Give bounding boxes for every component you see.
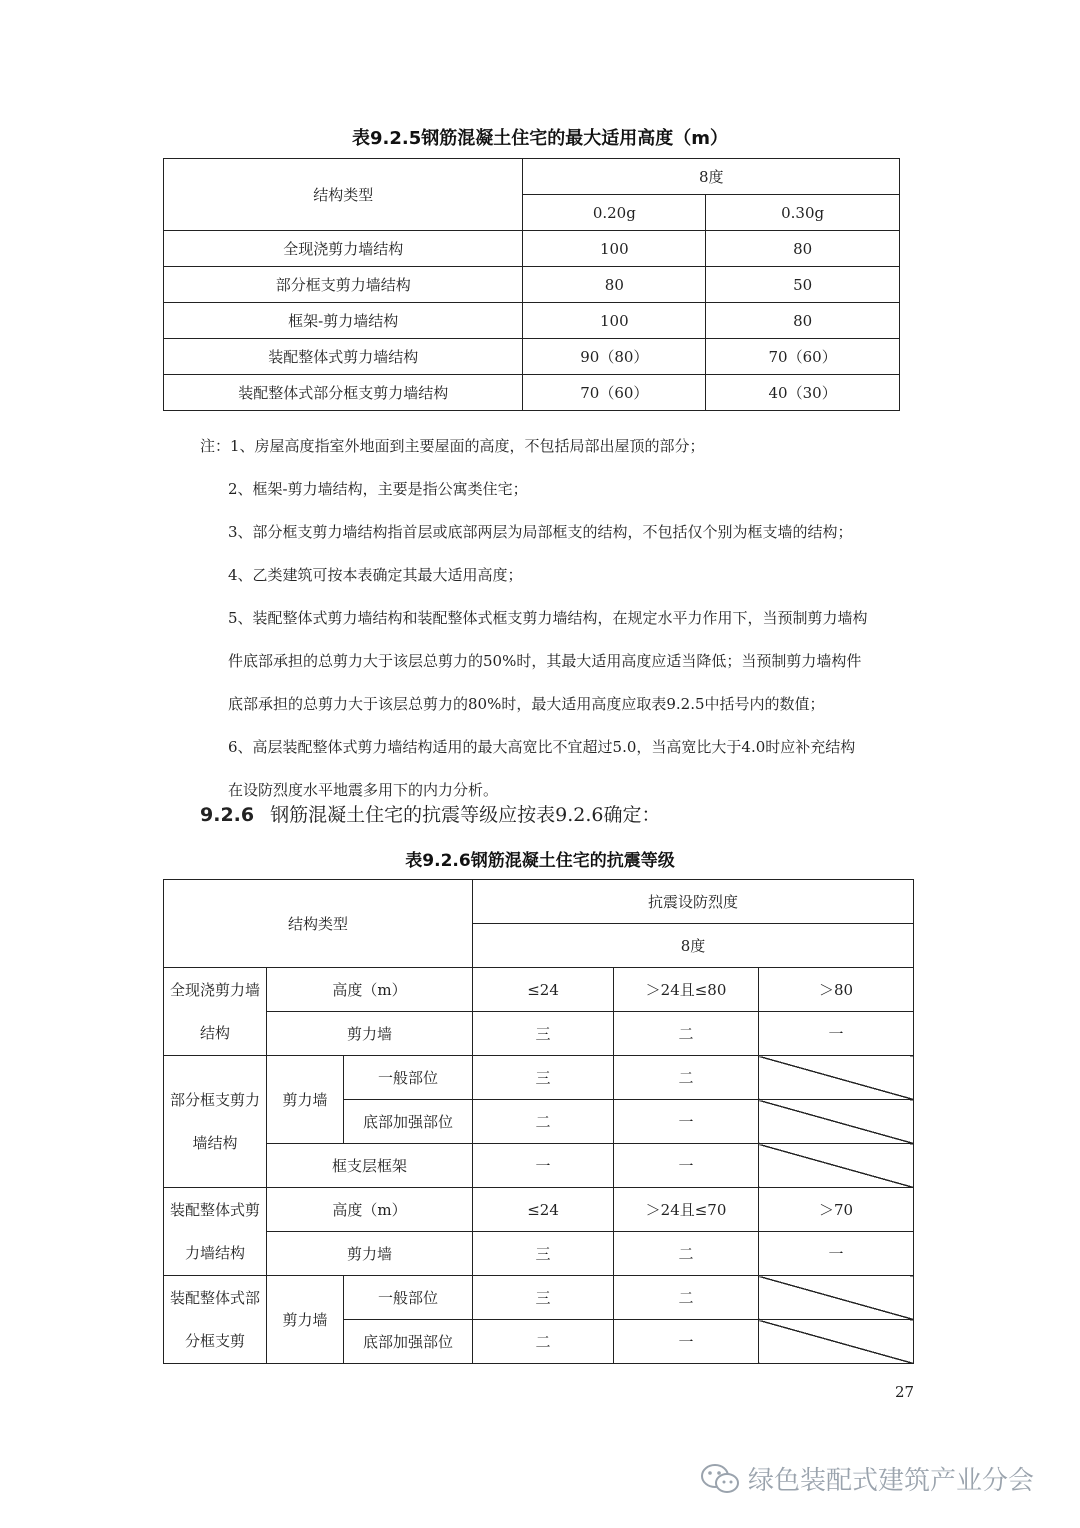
note-line: 底部承担的总剪力大于该层总剪力的80%时，最大适用高度应取表9.2.5中括号内的数值；	[228, 695, 825, 713]
t2-group-name: 装配整体式剪力墙结构	[164, 1188, 267, 1276]
t2-cell: 二	[614, 1056, 759, 1100]
section-heading	[200, 800, 660, 827]
note-line: 6、高层装配整体式剪力墙结构适用的最大高宽比不宜超过5.0，当高宽比大于4.0时应补充结构	[228, 738, 856, 756]
section-number: 9.2.6	[200, 804, 255, 826]
t2-sub-label: 框支层框架	[267, 1144, 473, 1188]
t1-cell-type: 部分框支剪力墙结构	[164, 267, 523, 303]
table-row	[164, 339, 900, 375]
t2-sub-label: 底部加强部位	[344, 1100, 473, 1144]
t2-cell: 三	[473, 1056, 614, 1100]
t2-cell: ＞24且≤80	[614, 968, 759, 1012]
t1-col1-header: 0.20g	[523, 195, 706, 231]
table-row	[164, 231, 900, 267]
page-number: 27	[895, 1383, 915, 1401]
t2-cell: 三	[473, 1276, 614, 1320]
t2-empty-diagonal	[759, 1144, 914, 1188]
table-row	[164, 1056, 914, 1100]
t1-col2-header: 0.30g	[706, 195, 900, 231]
note-line: 3、部分框支剪力墙结构指首层或底部两层为局部框支的结构，不包括仅个别为框支墙的结构；	[228, 523, 853, 541]
t1-cell-v1: 80	[523, 267, 706, 303]
table-row	[164, 1012, 914, 1056]
t2-cell: 一	[614, 1320, 759, 1364]
t2-sub-label: 一般部位	[344, 1056, 473, 1100]
t2-empty-diagonal	[759, 1056, 914, 1100]
t2-wall-label: 剪力墙	[267, 1012, 473, 1056]
t2-group-name: 全现浇剪力墙结构	[164, 968, 267, 1056]
t2-empty-diagonal	[759, 1320, 914, 1364]
t1-cell-v2: 50	[706, 267, 900, 303]
t2-cell: ＞80	[759, 968, 914, 1012]
t2-cell: 一	[473, 1144, 614, 1188]
t1-cell-type: 全现浇剪力墙结构	[164, 231, 523, 267]
t2-cell: 三	[473, 1232, 614, 1276]
note-line: 件底部承担的总剪力大于该层总剪力的50%时，其最大适用高度应适当降低；当预制剪力墙构件	[228, 652, 862, 670]
note-line: 5、装配整体式剪力墙结构和装配整体式框支剪力墙结构，在规定水平力作用下，当预制剪力墙构	[228, 609, 868, 627]
table-max-height	[163, 158, 900, 411]
note-line: 在设防烈度水平地震多用下的内力分析。	[228, 781, 499, 799]
t1-cell-v2: 70（60）	[706, 339, 900, 375]
t2-group-name: 装配整体式部分框支剪	[164, 1276, 267, 1364]
t2-intensity: 8度	[473, 924, 914, 968]
t2-cell: 二	[614, 1276, 759, 1320]
note-line: 注：1、房屋高度指室外地面到主要屋面的高度，不包括局部出屋顶的部分；	[200, 437, 705, 455]
t1-intensity-header: 8度	[523, 159, 900, 195]
t2-struct-type-header: 结构类型	[164, 880, 473, 968]
t2-cell: 三	[473, 1012, 614, 1056]
t2-cell: ≤24	[473, 1188, 614, 1232]
note-line: 4、乙类建筑可按本表确定其最大适用高度；	[228, 566, 523, 584]
t2-sub-label: 一般部位	[344, 1276, 473, 1320]
t2-cell: ＞24且≤70	[614, 1188, 759, 1232]
t1-cell-v1: 100	[523, 231, 706, 267]
t1-cell-v1: 70（60）	[523, 375, 706, 411]
watermark-text: 绿色装配式建筑产业分会	[748, 1466, 1035, 1496]
t2-empty-diagonal	[759, 1276, 914, 1320]
t2-empty-diagonal	[759, 1100, 914, 1144]
t1-cell-v2: 80	[706, 231, 900, 267]
t2-cell: 二	[473, 1100, 614, 1144]
t2-cell: ＞70	[759, 1188, 914, 1232]
table-row	[164, 1232, 914, 1276]
t2-wall-label: 剪力墙	[267, 1276, 344, 1364]
t2-height-label: 高度（m）	[267, 1188, 473, 1232]
table1-title: 表9.2.5钢筋混凝土住宅的最大适用高度（m）	[351, 128, 728, 149]
t1-cell-type: 装配整体式部分框支剪力墙结构	[164, 375, 523, 411]
t2-height-label: 高度（m）	[267, 968, 473, 1012]
t2-wall-label: 剪力墙	[267, 1232, 473, 1276]
table-row	[164, 1144, 914, 1188]
t1-struct-type-header: 结构类型	[164, 159, 523, 231]
t2-cell: ≤24	[473, 968, 614, 1012]
wechat-icon	[700, 1462, 740, 1496]
table-row	[164, 375, 900, 411]
t2-cell: 二	[614, 1232, 759, 1276]
t2-cell: 二	[473, 1320, 614, 1364]
watermark	[700, 1460, 1034, 1497]
table-row	[164, 1276, 914, 1320]
t2-intensity-label: 抗震设防烈度	[473, 880, 914, 924]
t2-cell: 二	[614, 1012, 759, 1056]
t1-cell-v2: 40（30）	[706, 375, 900, 411]
table2-title: 表9.2.6钢筋混凝土住宅的抗震等级	[405, 851, 675, 871]
t2-cell: 一	[759, 1012, 914, 1056]
t2-group-name: 部分框支剪力墙结构	[164, 1056, 267, 1188]
table-seismic-grade	[163, 879, 914, 1364]
note-line: 2、框架-剪力墙结构，主要是指公寓类住宅；	[228, 480, 528, 498]
table1-notes	[200, 425, 940, 812]
table-row	[164, 1188, 914, 1232]
section-text: 钢筋混凝土住宅的抗震等级应按表9.2.6确定：	[270, 804, 661, 826]
t2-cell: 一	[759, 1232, 914, 1276]
t1-cell-v2: 80	[706, 303, 900, 339]
t1-cell-v1: 90（80）	[523, 339, 706, 375]
t1-cell-type: 框架-剪力墙结构	[164, 303, 523, 339]
t1-cell-type: 装配整体式剪力墙结构	[164, 339, 523, 375]
t2-wall-label: 剪力墙	[267, 1056, 344, 1144]
t2-cell: 一	[614, 1100, 759, 1144]
t1-cell-v1: 100	[523, 303, 706, 339]
table-row	[164, 968, 914, 1012]
t2-sub-label: 底部加强部位	[344, 1320, 473, 1364]
table-row	[164, 303, 900, 339]
table-row	[164, 267, 900, 303]
t2-cell: 一	[614, 1144, 759, 1188]
